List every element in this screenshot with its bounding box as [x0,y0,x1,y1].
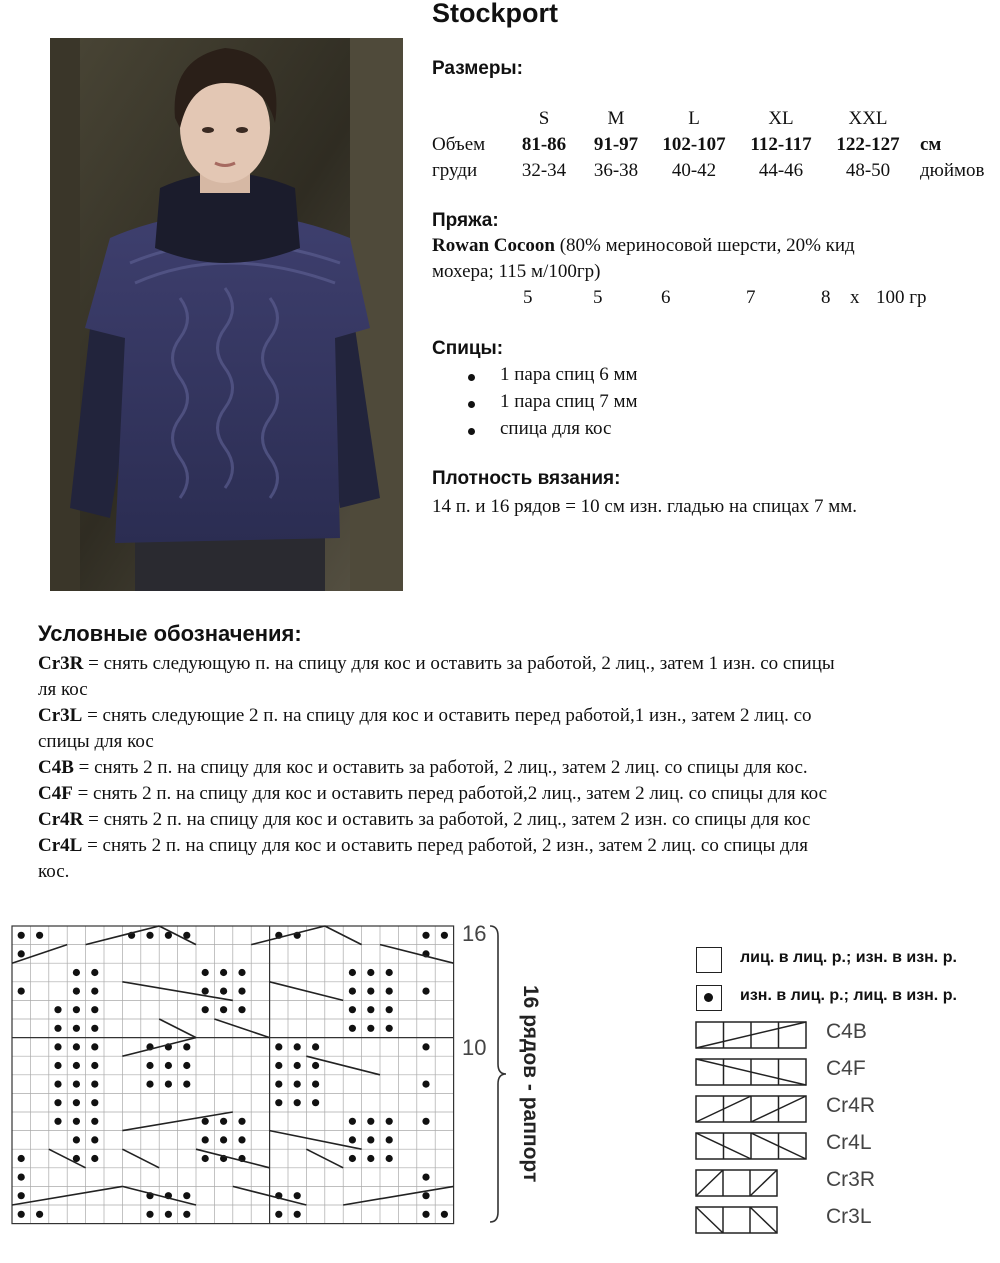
abbr-item-cont: спицы для кос [38,731,154,752]
yarn-times: x [850,287,860,308]
knit-key-text: лиц. в лиц. р.; изн. в изн. р. [740,949,957,966]
yarn-unit: 100 гр [876,287,927,308]
row-label: Объем [432,134,486,155]
yarn-amount: 5 [523,287,533,308]
size-value: 32-34 [521,160,567,181]
row-label: груди [432,160,478,181]
cable-label-cr4r: Cr4R [826,1094,876,1117]
size-label: M [607,108,625,129]
yarn-amount: 5 [593,287,603,308]
cable-symbols [694,1020,810,1240]
repeat-label-wrap [520,985,544,1225]
size-value: 40-42 [671,160,717,181]
abbr-item: C4B = снять 2 п. на спицу для кос и оставить за работой, 2 лиц., затем 2 лиц. со спицы для кос. [38,757,808,778]
size-value: 44-46 [758,160,804,181]
yarn-line-1 [432,233,855,259]
needles-heading: Спицы: [432,338,504,359]
size-label: L [688,108,700,129]
abbr-item: C4F = снять 2 п. на спицу для кос и оставить перед работой,2 лиц., затем 2 лиц. со спицы для кос [38,783,828,804]
abbr-item: Cr3R = снять следующую п. на спицу для кос и оставить за работой, 2 лиц., затем 1 изн. со спицы [38,653,835,674]
size-value: 112-117 [750,134,812,155]
yarn-desc-2: мохера; 115 м/100гр) [432,261,601,282]
sizes-heading: Размеры: [432,58,523,79]
cable-label-cr3r: Cr3R [826,1168,876,1191]
yarn-amount: 6 [661,287,671,308]
abbr-item-cont: ля кос [38,679,88,700]
repeat-bracket [486,924,510,1224]
yarn-amount: 8 [821,287,831,308]
abbr-item: Cr4L = снять 2 п. на спицу для кос и оставить перед работой, 2 изн., затем 2 лиц. со спицы для [38,835,808,856]
sizes-table [432,106,985,184]
size-cm-row [432,132,985,158]
model-photo [50,38,403,591]
cable-label-c4f: C4F [826,1057,866,1080]
size-inch-row [432,158,985,184]
size-value: 81-86 [521,134,567,155]
stitch-chart [8,922,460,1228]
purl-symbol [696,985,722,1011]
row-mark-16: 16 [462,921,487,946]
cable-label-cr3l: Cr3L [826,1205,872,1228]
yarn-amount: 7 [746,287,756,308]
size-value: 122-127 [836,134,900,155]
pattern-title: Stockport [432,0,559,28]
needle-item: 1 пара спиц 6 мм [468,364,768,390]
unit-label: см [920,134,942,155]
abbr-item: Cr4R = снять 2 п. на спицу для кос и оставить за работой, 2 лиц., затем 2 изн. со спицы для кос [38,809,811,830]
abbreviations-heading: Условные обозначения: [38,621,302,646]
row-mark-10: 10 [462,1035,487,1060]
yarn-brand: Rowan Cocoon [432,235,555,256]
size-labels-row [432,106,985,132]
abbreviations-list [38,651,988,885]
cable-label-c4b: C4B [826,1020,867,1043]
size-value: 48-50 [845,160,891,181]
size-label: XXL [848,108,888,129]
needle-item: 1 пара спиц 7 мм [468,391,768,417]
purl-key-text: изн. в лиц. р.; лиц. в изн. р. [740,987,957,1004]
size-value: 36-38 [593,160,639,181]
size-value: 102-107 [662,134,726,155]
size-value: 91-97 [593,134,639,155]
repeat-label: 16 рядов - раппорт [519,985,542,1183]
size-label: XL [768,108,794,129]
unit-label: дюймов [920,160,985,181]
gauge-text: 14 п. и 16 рядов = 10 см изн. гладью на спицах 7 мм. [432,496,858,517]
abbr-item: Cr3L = снять следующие 2 п. на спицу для кос и оставить перед работой,1 изн., затем 2 лиц. со [38,705,812,726]
abbr-item-cont: кос. [38,861,70,882]
needle-item: спица для кос [468,418,768,444]
yarn-heading: Пряжа: [432,210,499,231]
cable-label-cr4l: Cr4L [826,1131,872,1154]
knit-symbol [696,947,722,973]
size-label: S [538,108,550,129]
gauge-heading: Плотность вязания: [432,468,621,489]
yarn-desc: (80% мериносовой шерсти, 20% кид [559,235,855,256]
